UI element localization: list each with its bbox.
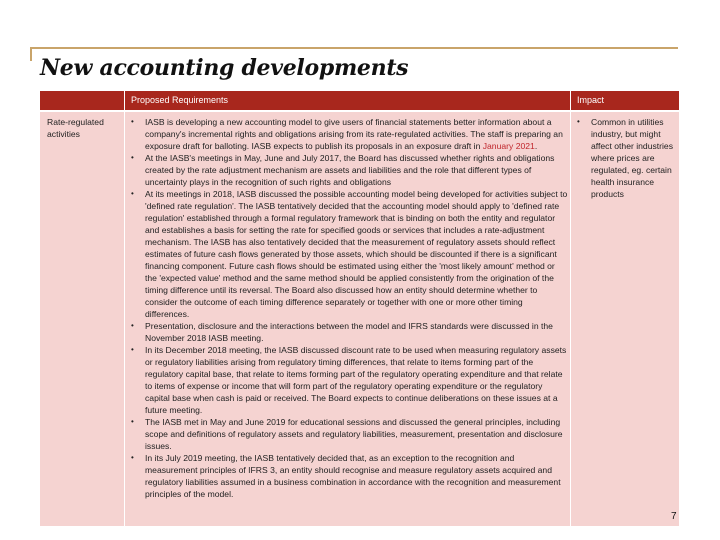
topic-cell [40,112,124,526]
requirement-text: The IASB met in May and June 2019 for educational sessions and discussed the general principles, including scope and definitions of regulatory assets and regulatory liabilities, measurement, presentation and disclosure issues. [145,417,563,451]
title-rule [30,47,678,49]
requirement-item [125,116,568,152]
page-title: New accounting developments [40,55,409,81]
requirement-item [125,416,568,452]
impact-item: • Common in utilities industry, but might affect other industries where prices are regulated, eg. certain health insurance products [571,116,673,200]
requirement-text: At the IASB's meetings in May, June and July 2017, the Board has discussed whether rights and obligations created by the rate adjustment mechanism are assets and liabilities and the role that different types of uncertainty plays in the recognition of such rights and obligations [145,153,555,187]
highlighted-date: January 2021 [482,141,535,151]
requirements-list [125,116,568,500]
requirement-text: In its December 2018 meeting, the IASB discussed discount rate to be used when measuring regulatory assets or regulatory liabilities arising from regulatory timing differences, that relate to items forming part of the regulatory capital base, that relate to items forming part of the regulatory operating expenditure and that relate to items of expense or income that will form part of the regulatory operating expenditure or the regulatory capital base when cash is paid or received. The Board expects to continue deliberations on these issues at a future meeting. [145,345,567,415]
header-topic [40,91,124,110]
requirement-text: At its meetings in 2018, IASB discussed the possible accounting model being developed for activities subject to 'defined rate regulation'. The IASB tentatively decided that the accounting model should apply to 'defined rate regulation' established through a formal regulatory framework that is binding on both the entity and regulator and establishes a basis for setting the rate for specified goods or services that includes a rate-adjustment mechanism. The IASB has also tentatively decided that the measurement of regulatory assets should reflect estimates of future cash flows generated by those assets, which should be discounted if there is a significant financing component. Future cash flows should be estimated using either the 'most likely amount' method or the 'expected value' method and the same method should be applied consistently from the origination of the timing difference until its reversal. The Board also discussed how an entity should determine whether to consider the outcome of each timing difference separately or together with one or more other timing differences. [145,189,568,319]
requirement-text: In its July 2019 meeting, the IASB tentatively decided that, as an exception to the recognition and measurement principles of IFRS 3, an entity should recognise and measure regulatory assets acquired and regulatory liabilities assumed in a business combination in accordance with the recognition and measurement principles of the model. [145,453,561,499]
requirement-item [125,188,568,320]
requirement-text: IASB is developing a new accounting model to give users of financial statements better information about a company's incremental rights and obligations arising from its rate-regulated activities. The staff is preparing an exposure draft for balloting. IASB expects to publish its proposals in an exposure draft in [145,117,563,151]
requirement-item [125,344,568,416]
header-impact: Impact [571,91,679,110]
requirements-cell [125,112,570,526]
title-rule-corner [30,47,32,61]
impact-list [571,116,673,200]
topic-label: Rate-regulated activities [47,117,104,139]
requirement-item [125,320,568,344]
requirement-text: Presentation, disclosure and the interactions between the model and IFRS standards were discussed in the November 2018 IASB meeting. [145,321,553,343]
page-number: 7 [671,511,677,522]
header-proposed-requirements: Proposed Requirements [125,91,570,110]
requirement-text-end: . [534,141,538,151]
requirement-item [125,452,568,500]
requirement-item [125,152,568,188]
impact-cell [571,112,679,526]
